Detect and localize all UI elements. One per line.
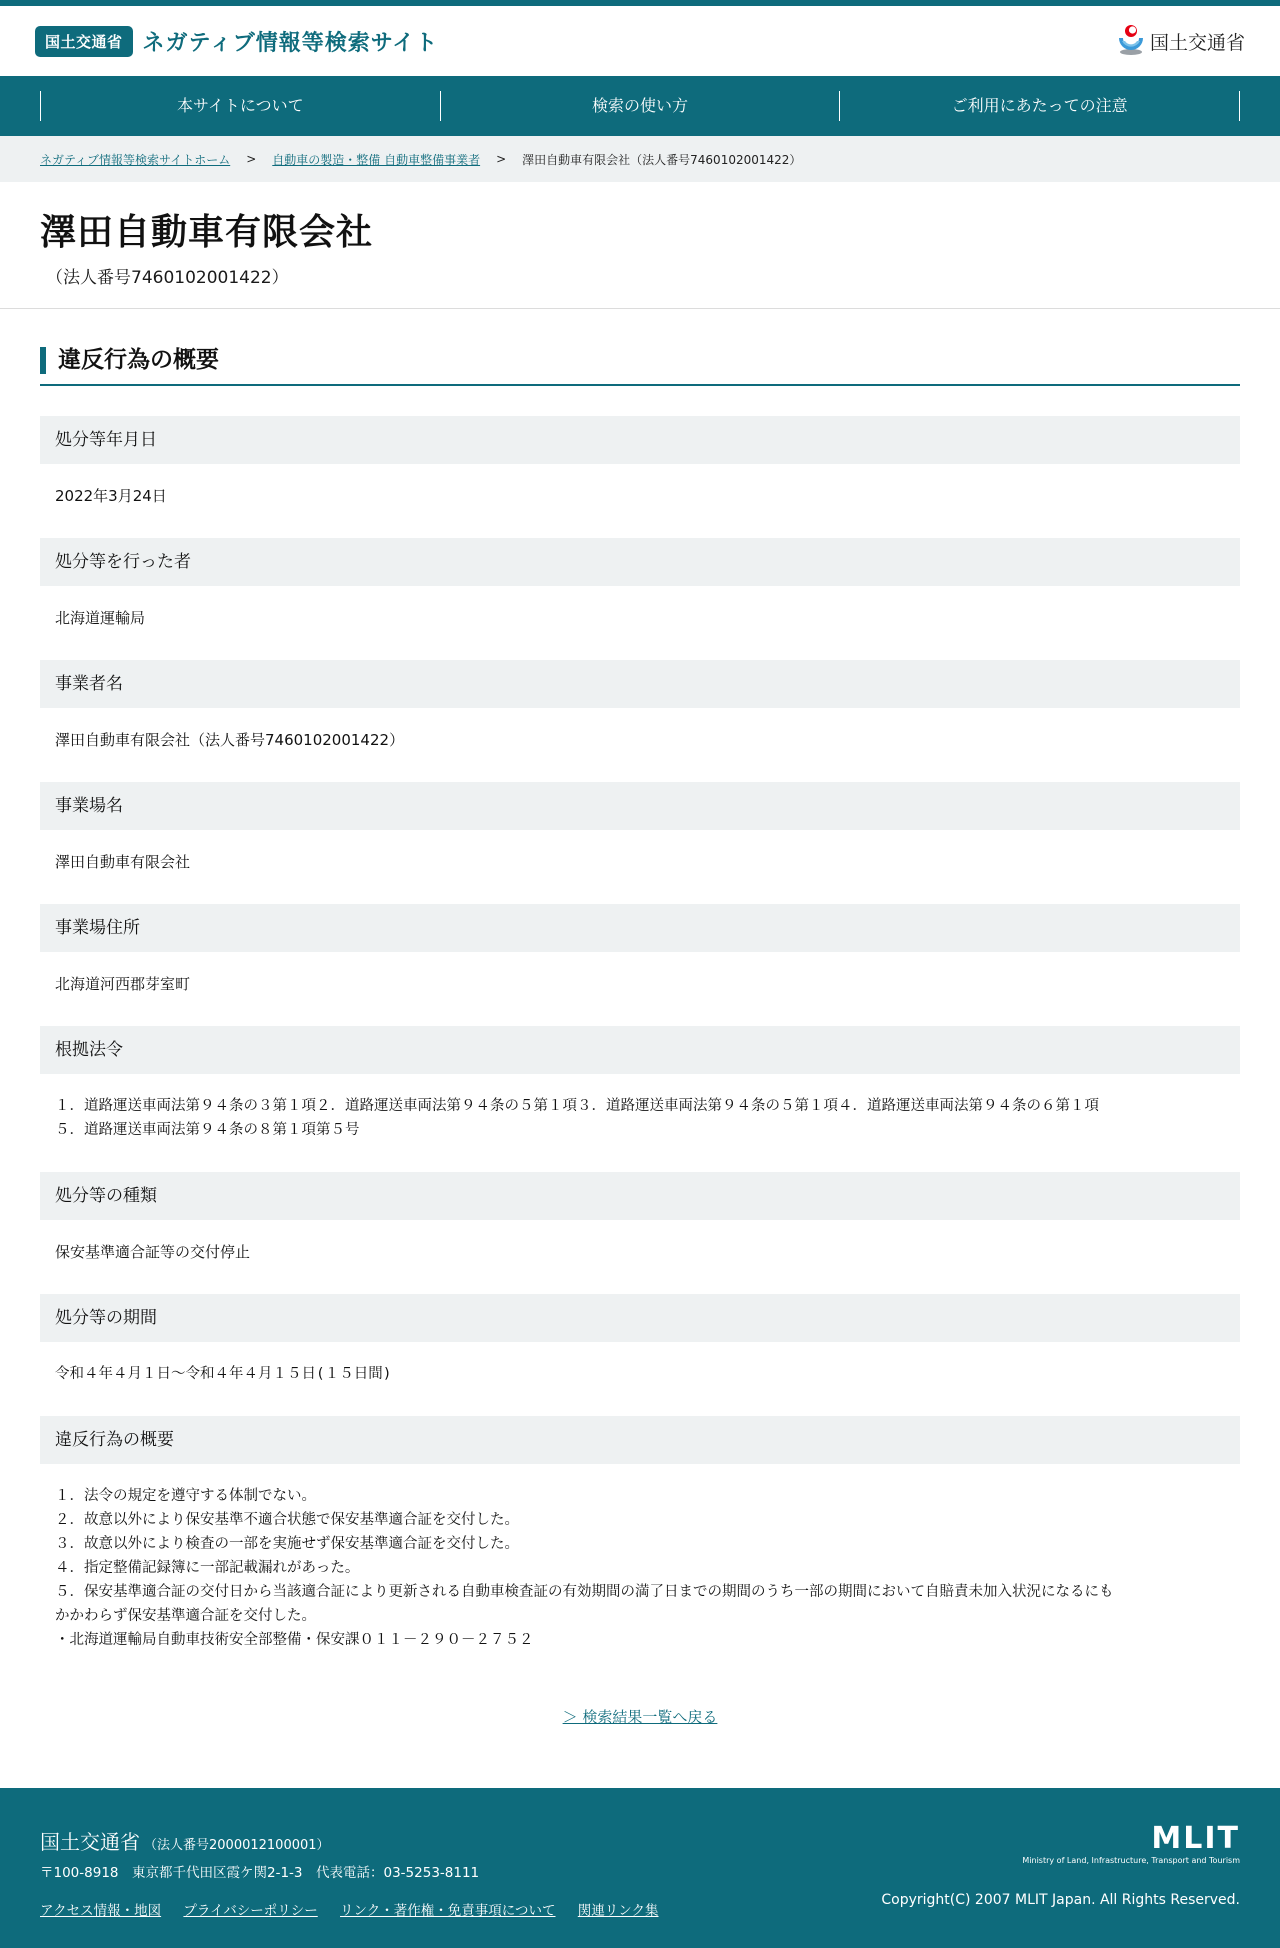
detail-item-site-name bbox=[40, 782, 1240, 874]
section-divider bbox=[40, 384, 1240, 386]
detail-item-violation-summary bbox=[40, 1416, 1240, 1652]
footer-corp-number: （法人番号2000012100001） bbox=[144, 1838, 330, 1853]
detail-item-legal-basis bbox=[40, 1026, 1240, 1142]
detail-value: 令和４年４月１日～令和４年４月１５日(１５日間) bbox=[55, 1366, 392, 1382]
breadcrumb-current: 澤田自動車有限会社（法人番号7460102001422） bbox=[522, 152, 802, 167]
ministry-badge: 国土交通省 bbox=[35, 26, 133, 57]
detail-item-business-name bbox=[40, 660, 1240, 752]
detail-label: 処分等を行った者 bbox=[40, 538, 1240, 586]
footer-link-access[interactable]: アクセス情報・地図 bbox=[40, 1903, 162, 1919]
nav-item-how-to-search[interactable]: 検索の使い方 bbox=[440, 91, 840, 121]
detail-value: １．法令の規定を遵守する体制でない。 ２．故意以外により保安基準不適合状態で保安基準適合証を交付した。 ３．故意以外により検査の一部を実施せず保安基準適合証を交付した。 ４．指定整備記録簿に一部記載漏れがあった。 ５．保安基準適合証の交付日から当該適合証により更新される自動車検査証の有効期間の満了日までの期間のうち一部の期間において自賠責未加入状況になるにも かかわらず保安基準適合証を交付した。 ・北海道運輸局自動車技術安全部整備・保安課０１１－２９０－２７５２ bbox=[55, 1488, 1114, 1648]
detail-label: 処分等の期間 bbox=[40, 1294, 1240, 1342]
detail-label: 処分等年月日 bbox=[40, 416, 1240, 464]
footer-address: 〒100-8918 東京都千代田区霞ケ関2-1-3 代表電話：03-5253-8111 bbox=[40, 1865, 480, 1881]
detail-item-authority bbox=[40, 538, 1240, 630]
detail-value: 2022年3月24日 bbox=[55, 487, 167, 505]
breadcrumb-separator: > bbox=[246, 152, 257, 166]
detail-label: 事業場名 bbox=[40, 782, 1240, 830]
detail-label: 事業者名 bbox=[40, 660, 1240, 708]
site-footer bbox=[0, 1788, 1280, 1948]
detail-label: 根拠法令 bbox=[40, 1026, 1240, 1074]
detail-item-site-address bbox=[40, 904, 1240, 996]
mlit-emblem-icon bbox=[1116, 22, 1146, 60]
corporate-number: （法人番号7460102001422） bbox=[46, 268, 289, 288]
mlit-subtitle: Ministry of Land, Infrastructure, Transport and Tourism bbox=[1022, 1856, 1240, 1865]
breadcrumb bbox=[0, 136, 1280, 182]
mlit-footer-logo bbox=[1022, 1821, 1240, 1865]
copyright: Copyright(C) 2007 MLIT Japan. All Rights Reserved. bbox=[881, 1892, 1240, 1908]
detail-value: 澤田自動車有限会社 bbox=[55, 853, 191, 871]
site-header bbox=[0, 6, 1280, 76]
detail-item-disposition-type bbox=[40, 1172, 1240, 1264]
footer-org-name: 国土交通省 bbox=[40, 1830, 140, 1854]
detail-label: 違反行為の概要 bbox=[40, 1416, 1240, 1464]
breadcrumb-home-link[interactable]: ネガティブ情報等検索サイトホーム bbox=[40, 152, 231, 167]
breadcrumb-category-link[interactable]: 自動車の製造・整備 自動車整備事業者 bbox=[272, 152, 481, 167]
detail-item-disposition-period bbox=[40, 1294, 1240, 1386]
mlit-header-logo[interactable] bbox=[1116, 22, 1245, 60]
detail-item-date bbox=[40, 416, 1240, 508]
detail-value: 北海道河西郡芽室町 bbox=[55, 975, 191, 993]
detail-value: 保安基準適合証等の交付停止 bbox=[55, 1243, 251, 1261]
detail-label: 事業場住所 bbox=[40, 904, 1240, 952]
site-logo[interactable] bbox=[35, 26, 438, 57]
page-title: 澤田自動車有限会社 bbox=[40, 212, 374, 253]
global-nav bbox=[0, 76, 1280, 136]
section-heading: 違反行為の概要 bbox=[40, 347, 1240, 374]
nav-item-about[interactable]: 本サイトについて bbox=[40, 91, 440, 121]
mlit-logo-text: 国土交通省 bbox=[1149, 31, 1245, 54]
back-to-results-link[interactable]: ＞ 検索結果一覧へ戻る bbox=[562, 1708, 718, 1726]
detail-value: 澤田自動車有限会社（法人番号7460102001422） bbox=[55, 731, 405, 749]
site-title: ネガティブ情報等検索サイト bbox=[142, 30, 439, 56]
detail-value: １．道路運送車両法第９４条の３第１項２．道路運送車両法第９４条の５第１項３．道路運送車両法第９４条の５第１項４．道路運送車両法第９４条の６第１項 ５．道路運送車両法第９４条の８第１項第５号 bbox=[55, 1098, 1099, 1138]
back-link-container bbox=[40, 1706, 1240, 1727]
footer-link-privacy[interactable]: プライバシーポリシー bbox=[183, 1903, 318, 1919]
mlit-wordmark: MLIT bbox=[1151, 1821, 1240, 1856]
detail-label: 処分等の種類 bbox=[40, 1172, 1240, 1220]
nav-item-notes-on-use[interactable]: ご利用にあたっての注意 bbox=[839, 91, 1240, 121]
detail-value: 北海道運輸局 bbox=[55, 609, 146, 627]
title-block bbox=[0, 182, 1280, 309]
breadcrumb-separator: > bbox=[496, 152, 507, 166]
footer-link-related[interactable]: 関連リンク集 bbox=[577, 1903, 659, 1919]
main-content bbox=[0, 309, 1280, 1727]
footer-link-copyright[interactable]: リンク・著作権・免責事項について bbox=[340, 1903, 556, 1919]
